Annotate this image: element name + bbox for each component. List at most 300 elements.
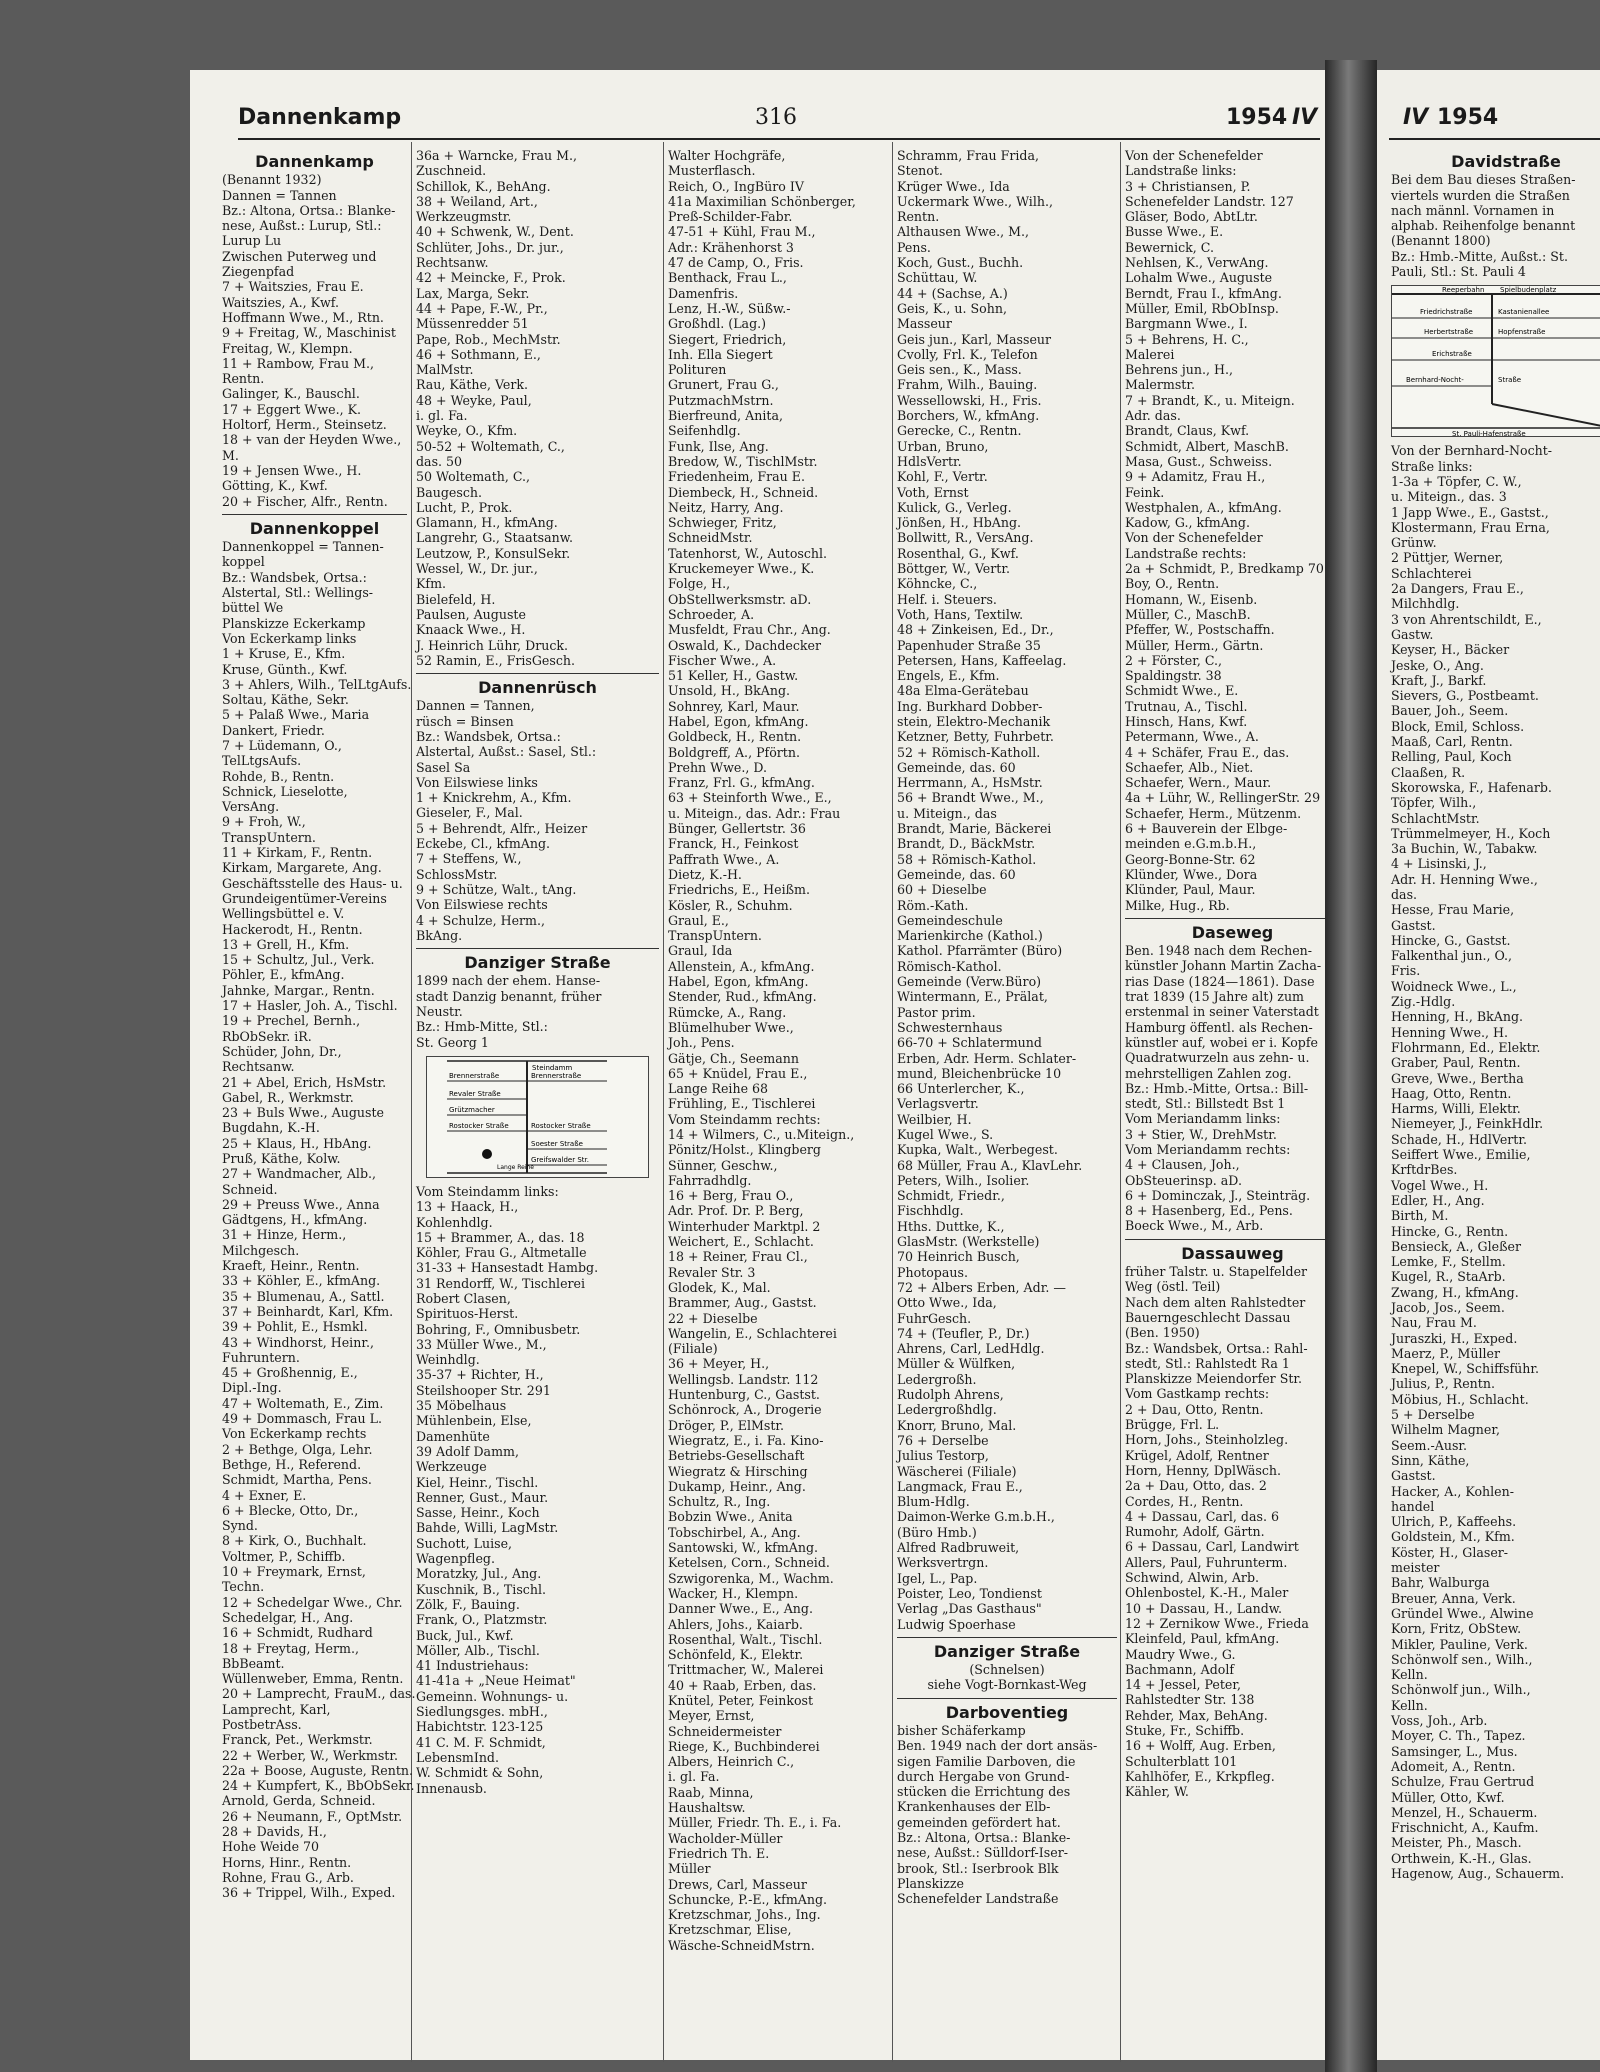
entry-line: Lenz, H.-W., Süßw.-	[668, 300, 791, 316]
entry-line: Ahlers, Johs., Kaiarb.	[668, 1616, 803, 1632]
entry-line: Werkzeugmstr.	[416, 209, 512, 225]
entry-line: Jacob, Jos., Seem.	[1391, 1300, 1505, 1315]
entry-line: Seiffert Wwe., Emilie,	[1391, 1147, 1531, 1163]
entry-line: 23 + Buls Wwe., Auguste	[222, 1105, 384, 1121]
entry-line: Allers, Paul, Fuhrunterm.	[1125, 1554, 1288, 1570]
entry-line: Planskizze Meiendorfer Str.	[1125, 1371, 1303, 1387]
entry-line: 2a + Schmidt, P., Bredkamp 70	[1125, 561, 1324, 577]
entry-line: Funk, Ilse, Ang.	[668, 438, 769, 454]
entry-line: Borchers, W., kfmAng.	[897, 408, 1040, 424]
entry-line: 6 + Bauverein der Elbge-	[1125, 821, 1288, 837]
entry-line: Alstertal, Außst.: Sasel, Stl.:	[416, 744, 597, 760]
entry-line: Gabel, R., Werkmstr.	[222, 1089, 354, 1105]
entry-line: 20 + Lamprecht, FrauM., das.	[222, 1686, 416, 1702]
entry-line: Gätje, Ch., Seemann	[668, 1050, 799, 1066]
entry-line: TranspUntern.	[668, 928, 762, 944]
entry-line: 5 + Palaß Wwe., Maria	[222, 707, 370, 723]
entry-line: Bredow, W., TischlMstr.	[668, 453, 818, 469]
entry-line: Hinsch, Hans, Kwf.	[1125, 713, 1248, 729]
entry-line: Horns, Hinr., Rentn.	[222, 1854, 352, 1870]
entry-line: Weg (östl. Teil)	[1125, 1279, 1221, 1295]
entry-line: 4 + Dassau, Carl, das. 6	[1125, 1508, 1279, 1524]
entry-line: Suchott, Luise,	[416, 1535, 513, 1551]
entry-line: brook, Stl.: Iserbrook Blk	[897, 1860, 1059, 1876]
entry-line: Henning, H., BkAng.	[1391, 1009, 1524, 1025]
entry-line: Habel, Egon, kfmAng.	[668, 713, 809, 729]
entry-line: Voss, Joh., Arb.	[1391, 1713, 1488, 1729]
entry-line: Diembeck, H., Schneid.	[668, 484, 819, 500]
entry-line: Kugel, R., StaArb.	[1391, 1269, 1506, 1285]
entry-line: Mikler, Pauline, Verk.	[1391, 1636, 1528, 1652]
entry-line: Schönwolf sen., Wilh.,	[1391, 1651, 1533, 1667]
entry-line: Müller	[668, 1861, 711, 1877]
entry-line: Ketzner, Betty, Fuhrbetr.	[897, 729, 1054, 745]
entry-line: 19 + Prechel, Bernh.,	[222, 1013, 361, 1029]
entry-line: 1 + Knickrehm, A., Kfm.	[416, 790, 572, 806]
sketch-label: St. Pauli-Hafenstraße	[1452, 430, 1526, 437]
entry-line: Leutzow, P., KonsulSekr.	[416, 545, 571, 561]
entry-line: Rahlstedter Str. 138	[1125, 1692, 1255, 1708]
entry-line: 26 + Neumann, F., OptMstr.	[222, 1808, 403, 1824]
entry-line: (Filiale)	[668, 1341, 718, 1357]
entry-line: Adr.: Krähenhorst 3	[668, 239, 794, 255]
entry-line: Werkzeuge	[416, 1459, 487, 1475]
entry-line: Hackerodt, H., Rentn.	[222, 921, 363, 937]
entry-line: Dannen = Tannen	[222, 187, 337, 203]
entry-line: BbBeamt.	[222, 1655, 285, 1671]
entry-line: künstler Johann Martin Zacha-	[1125, 958, 1322, 974]
entry-line: Planskizze	[897, 1875, 964, 1891]
running-head-year: 1954	[1437, 105, 1499, 130]
entry-line: (Schnelsen)	[969, 1662, 1045, 1678]
entry-line: 7 + Waitszies, Frau E.	[222, 279, 364, 295]
entry-line: Adr. H. Henning Wwe.,	[1391, 871, 1538, 887]
entry-line: Preß-Schilder-Fabr.	[668, 209, 793, 225]
entry-line: 12 + Schedelgar Wwe., Chr.	[222, 1594, 403, 1610]
entry-line: Vom Meriandamm rechts:	[1125, 1142, 1291, 1157]
entry-line: Urban, Bruno,	[897, 438, 989, 454]
entry-line: Bz.: Altona, Ortsa.: Blanke-	[222, 202, 396, 218]
entry-line: MalMstr.	[416, 362, 474, 378]
entry-line: Krügel, Adolf, Rentner	[1125, 1447, 1269, 1463]
entry-line: Knepel, W., Schiffsführ.	[1391, 1361, 1540, 1377]
entry-line: Pönitz/Holst., Klingberg	[668, 1142, 821, 1158]
entry-line: meinden e.G.m.b.H.,	[1125, 836, 1257, 852]
entry-line: Wiegratz, E., i. Fa. Kino-	[668, 1432, 824, 1448]
entry-line: Goldbeck, H., Rentn.	[668, 729, 802, 745]
entry-line: Brandt, D., BäckMstr.	[897, 836, 1036, 852]
entry-line: Schwind, Alwin, Arb.	[1125, 1570, 1260, 1586]
entry-line: Block, Emil, Schloss.	[1391, 718, 1525, 734]
entry-line: (Benannt 1800)	[1391, 233, 1491, 249]
street-title: Dannenrüsch	[478, 678, 597, 698]
entry-line: Drews, Carl, Masseur	[668, 1876, 807, 1892]
entry-line: Schneidermeister	[668, 1723, 782, 1739]
entry-line: 33 Müller Wwe., M.,	[416, 1336, 547, 1352]
entry-line: 44 + Pape, F.-W., Pr.,	[416, 300, 548, 316]
entry-line: Bauerngeschlecht Dassau	[1125, 1309, 1291, 1325]
street-title: Dannenkoppel	[249, 518, 380, 538]
entry-line: 52 + Römisch-Katholl.	[897, 744, 1041, 760]
entry-line: Maudry Wwe., G.	[1125, 1646, 1236, 1662]
entry-line: Kugel Wwe., S.	[897, 1127, 994, 1142]
section-divider	[416, 673, 659, 674]
entry-line: Ahrens, Carl, LedHdlg.	[897, 1341, 1045, 1357]
entry-line: Frühling, E., Tischlerei	[668, 1096, 816, 1112]
running-head-volume: IV	[1292, 105, 1318, 130]
entry-line: 74 + (Teufler, P., Dr.)	[897, 1325, 1030, 1341]
entry-line: Töpfer, Wilh.,	[1391, 795, 1477, 811]
entry-line: Zig.-Hdlg.	[1391, 994, 1456, 1010]
entry-line: Meyer, Ernst,	[668, 1708, 755, 1724]
entry-line: Von Eckerkamp links	[222, 630, 357, 646]
entry-line: 33 + Köhler, E., kfmAng.	[222, 1273, 381, 1289]
entry-line: Nau, Frau M.	[1391, 1315, 1477, 1331]
entry-line: Hagenow, Aug., Schauerm.	[1391, 1865, 1565, 1881]
entry-line: Mühlenbein, Else,	[416, 1413, 532, 1429]
column-1	[222, 148, 416, 1901]
entry-line: Poister, Leo, Tondienst	[897, 1585, 1042, 1601]
entry-line: 27 + Wandmacher, Alb.,	[222, 1166, 377, 1182]
entry-line: Graul, E.,	[668, 912, 729, 928]
entry-line: Hincke, G., Gastst.	[1391, 932, 1511, 948]
entry-line: 31 + Hinze, Herm.,	[222, 1227, 347, 1243]
entry-line: Daimon-Werke G.m.b.H.,	[897, 1509, 1055, 1525]
header-rule	[1389, 138, 1600, 140]
entry-line: BkAng.	[416, 927, 463, 943]
entry-line: 65 + Knüdel, Frau E.,	[668, 1065, 808, 1081]
entry-line: 3 + Ahlers, Wilh., TelLtgAufs.	[222, 676, 412, 692]
entry-line: Ledergroßh.	[897, 1371, 977, 1387]
entry-list	[668, 148, 890, 1953]
entry-line: Frischnicht, A., Kaufm.	[1391, 1820, 1539, 1836]
entry-line: trat 1839 (15 Jahre alt) zum	[1125, 989, 1304, 1005]
entry-line: nese, Außst.: Lurup, Stl.:	[222, 218, 382, 234]
entry-line: Landstraße links:	[1125, 163, 1237, 179]
entry-line: Papenhuder Straße 35	[897, 637, 1041, 653]
entry-line: Schultz, R., Ing.	[668, 1494, 771, 1510]
entry-line: Pauli, Stl.: St. Pauli 4	[1391, 264, 1526, 280]
entry-line: Keyser, H., Bäcker	[1391, 642, 1510, 658]
entry-line: Arnold, Gerda, Schneid.	[222, 1793, 376, 1809]
entry-line: Zwischen Puterweg und	[222, 248, 377, 264]
entry-line: 11 + Rambow, Frau M.,	[222, 355, 375, 371]
entry-line: Knaack Wwe., H.	[416, 622, 526, 638]
entry-line: 43 + Windhorst, Heinr.,	[222, 1334, 374, 1350]
entry-line: Ulrich, P., Kaffeehs.	[1391, 1514, 1517, 1530]
entry-line: Röm.-Kath.	[897, 897, 969, 913]
entry-line: Kretzschmar, Elise,	[668, 1922, 792, 1938]
entry-line: Petersen, Hans, Kaffeelag.	[897, 652, 1067, 668]
entry-line: Tobschirbel, A., Ang.	[668, 1524, 801, 1540]
entry-line: Adr. Prof. Dr. P. Berg,	[668, 1203, 804, 1219]
entry-line: Wagenpfleg.	[416, 1551, 495, 1567]
entry-line: Müller, Herm., Gärtn.	[1125, 637, 1264, 653]
entry-line: 66-70 + Schlatermund	[897, 1035, 1042, 1051]
entry-line: Wacker, H., Klempn.	[668, 1585, 799, 1601]
sketch-label: Hopfenstraße	[1498, 328, 1546, 337]
entry-line: früher Talstr. u. Stapelfelder	[1125, 1264, 1308, 1280]
entry-line: LebensmInd.	[416, 1749, 499, 1765]
entry-line: künstler auf, wobei er i. Kopfe	[1125, 1034, 1318, 1050]
entry-line: gemeinden gefördert hat.	[897, 1814, 1061, 1830]
entry-line: nach männl. Vornamen in	[1391, 202, 1555, 218]
entry-line: Musfeldt, Frau Chr., Ang.	[668, 622, 831, 638]
street-title: Darboventieg	[945, 1702, 1069, 1722]
entry-line: 51 Keller, H., Gastw.	[668, 668, 799, 684]
entry-line: Waitszies, A., Kwf.	[222, 294, 340, 310]
entry-line: Klostermann, Frau Erna,	[1391, 519, 1550, 535]
entry-line: Maerz, P., Müller	[1391, 1345, 1500, 1361]
entry-line: Pöhler, E., kfmAng.	[222, 967, 345, 983]
entry-line: Bei dem Bau dieses Straßen-	[1391, 172, 1576, 188]
entry-line: Müller, C., MaschB.	[1125, 606, 1251, 622]
entry-line: 41 Industriehaus:	[416, 1658, 529, 1674]
entry-line: 21 + Abel, Erich, HsMstr.	[222, 1074, 387, 1090]
entry-list	[416, 1184, 659, 1796]
entry-line: 63 + Steinforth Wwe., E.,	[668, 790, 832, 806]
entry-line: Kraft, J., Barkf.	[1391, 672, 1487, 688]
entry-line: Orthwein, K.-H., Glas.	[1391, 1850, 1532, 1866]
entry-line: 24 + Kumpfert, K., BbObSekr.	[222, 1778, 415, 1794]
entry-line: Harms, Willi, Elektr.	[1391, 1101, 1521, 1117]
entry-line: SchlachtMstr.	[1391, 810, 1480, 826]
entry-line: Klünder, Paul, Maur.	[1125, 882, 1256, 898]
entry-line: Krüger Wwe., Ida	[897, 178, 1010, 194]
entry-line: stedt, Stl.: Rahlstedt Ra 1	[1125, 1355, 1290, 1371]
entry-line: Betriebs-Gesellschaft	[668, 1448, 805, 1464]
entry-line: Straße links:	[1391, 458, 1473, 474]
entry-line: Ben. 1948 nach dem Rechen-	[1125, 943, 1313, 959]
entry-line: Friedrich Th. E.	[668, 1845, 770, 1861]
entry-line: Marienkirche (Kathol.)	[897, 928, 1043, 944]
entry-line: Sievers, G., Postbeamt.	[1391, 688, 1539, 704]
entry-line: Vom Steindamm rechts:	[668, 1111, 821, 1127]
entry-line: Riege, K., Buchbinderei	[668, 1738, 820, 1754]
entry-line: 2 + Bethge, Olga, Lehr.	[222, 1441, 373, 1457]
entry-line: Müller, Friedr. Th. E., i. Fa.	[668, 1815, 842, 1831]
column-3	[668, 148, 890, 1953]
entry-line: Wäsche-SchneidMstrn.	[668, 1937, 815, 1953]
entry-line: Kösler, R., Schuhm.	[668, 897, 793, 913]
entry-line: Meister, Ph., Masch.	[1391, 1835, 1522, 1851]
entry-line: rüsch = Binsen	[416, 713, 514, 729]
entry-line: Schaefer, Herm., Mützenm.	[1125, 805, 1302, 821]
entry-line: Tatenhorst, W., Autoschl.	[668, 545, 828, 561]
entry-line: Kelln.	[1391, 1697, 1428, 1713]
entry-line: Gastw.	[1391, 626, 1434, 642]
entry-line: 39 Adolf Damm,	[416, 1443, 519, 1459]
entry-line: Friedenheim, Frau E.	[668, 469, 805, 485]
entry-line: Masa, Gust., Schweiss.	[1125, 453, 1273, 469]
entry-line: Habel, Egon, kfmAng.	[668, 974, 809, 990]
entry-line: Schulze, Frau Gertrud	[1391, 1774, 1535, 1790]
entry-line: 36 + Trippel, Wilh., Exped.	[222, 1885, 396, 1901]
entry-line: 18 + Freytag, Herm.,	[222, 1640, 359, 1656]
entry-line: 31-33 + Hansestadt Hambg.	[416, 1260, 599, 1276]
entry-line: Pens.	[897, 239, 931, 255]
entry-line: 41a Maximilian Schönberger,	[668, 193, 856, 209]
entry-line: Ketelsen, Corn., Schneid.	[668, 1555, 830, 1571]
entry-line: 44 + (Sachse, A.)	[897, 285, 1008, 301]
entry-line: Knütel, Peter, Feinkost	[668, 1692, 814, 1708]
entry-line: Köhncke, C.,	[897, 576, 978, 592]
entry-line: 47 de Camp, O., Fris.	[668, 255, 804, 271]
entry-line: 41-41a + „Neue Heimat"	[416, 1673, 576, 1689]
entry-line: Bugdahn, K.-H.	[222, 1120, 320, 1136]
entry-line: Kulick, G., Verleg.	[897, 499, 1012, 515]
entry-line: 15 + Schultz, Jul., Verk.	[222, 952, 375, 968]
entry-line: Wilhelm Magner,	[1391, 1422, 1500, 1438]
entry-line: 37 + Beinhardt, Karl, Kfm.	[222, 1303, 394, 1319]
entry-list	[897, 148, 1117, 1632]
entry-line: Köhler, Frau G., Altmetalle	[416, 1245, 587, 1261]
entry-line: Jahnke, Margar., Rentn.	[222, 982, 375, 998]
entry-line: Winterhuder Marktpl. 2	[668, 1218, 821, 1234]
entry-line: Zuschneid.	[416, 163, 487, 179]
sketch-label: Friedrichstraße	[1420, 308, 1473, 317]
entry-line: Szwigorenka, M., Wachm.	[668, 1570, 834, 1586]
entry-list	[897, 1662, 1117, 1693]
entry-line: Techn.	[222, 1579, 265, 1595]
entry-line: Flohrmann, Ed., Elektr.	[1391, 1039, 1541, 1055]
entry-line: Raab, Minna,	[668, 1784, 754, 1800]
entry-line: Zölk, F., Bauing.	[416, 1596, 520, 1612]
entry-line: Glamann, H., kfmAng.	[416, 515, 558, 531]
entry-line: Alfred Radbruweit,	[897, 1540, 1020, 1556]
entry-line: Trutnau, A., Tischl.	[1125, 698, 1248, 714]
entry-line: Petermann, Wwe., A.	[1125, 729, 1259, 745]
entry-line: 25 + Klaus, H., HbAng.	[222, 1135, 372, 1151]
entry-line: 56 + Brandt Wwe., M.,	[897, 790, 1044, 806]
entry-line: Buck, Jul., Kwf.	[416, 1627, 514, 1643]
entry-line: 7 + Lüdemann, O.,	[222, 737, 342, 753]
entry-line: 4 + Clausen, Joh.,	[1125, 1157, 1240, 1173]
entry-line: 10 + Dassau, H., Landw.	[1125, 1600, 1283, 1616]
entry-line: Bobzin Wwe., Anita	[668, 1509, 793, 1525]
entry-line: durch Hergabe von Grund-	[897, 1768, 1070, 1784]
entry-line: 6 + Blecke, Otto, Dr.,	[222, 1502, 359, 1518]
entry-line: Ledergroßhdlg.	[897, 1402, 997, 1418]
entry-line: HdlsVertr.	[897, 453, 962, 469]
entry-line: Rohde, B., Rentn.	[222, 768, 335, 784]
entry-line: Jönßen, H., HbAng.	[897, 515, 1022, 531]
entry-line: mund, Bleichenbrücke 10	[897, 1065, 1062, 1081]
entry-line: 17 + Hasler, Joh. A., Tischl.	[222, 998, 398, 1014]
entry-line: Kähler, W.	[1125, 1784, 1189, 1800]
entry-line: i. gl. Fa.	[416, 408, 468, 424]
entry-line: Robert Clasen,	[416, 1291, 511, 1306]
entry-line: Birth, M.	[1391, 1208, 1449, 1224]
entry-line: Engels, E., Kfm.	[897, 668, 1000, 684]
entry-line: Dietz, K.-H.	[668, 866, 742, 882]
entry-line: Kohlenhdlg.	[416, 1214, 493, 1230]
entry-line: Götting, K., Kwf.	[222, 478, 328, 494]
entry-line: Masseur	[897, 316, 952, 332]
entry-line: siehe Vogt-Bornkast-Weg	[927, 1677, 1087, 1693]
entry-line: Haushaltsw.	[668, 1800, 746, 1816]
entry-line: Allenstein, A., kfmAng.	[668, 958, 815, 974]
entry-line: Bachmann, Adolf	[1125, 1661, 1235, 1677]
entry-line: Krankenhauses der Elb-	[897, 1799, 1051, 1815]
entry-line: 13 + Grell, H., Kfm.	[222, 936, 350, 952]
entry-line: RbObSekr. iR.	[222, 1028, 312, 1044]
entry-line: SchneidMstr.	[668, 530, 753, 546]
entry-line: Landstraße rechts:	[1125, 545, 1247, 561]
entry-line: stücken die Errichtung des	[897, 1784, 1071, 1800]
entry-line: 1899 nach der ehem. Hanse-	[416, 973, 601, 989]
entry-line: Spirituos-Herst.	[416, 1306, 519, 1322]
entry-line: Wellingsb. Landstr. 112	[668, 1371, 819, 1387]
entry-line: erstenmal in seiner Vaterstadt	[1125, 1004, 1319, 1020]
entry-line: Juraszki, H., Exped.	[1391, 1330, 1518, 1346]
entry-line: 35-37 + Richter, H.,	[416, 1367, 544, 1383]
entry-line: PutzmachMstrn.	[668, 392, 774, 408]
entry-line: Voth, Hans, Textilw.	[897, 606, 1024, 622]
entry-line: Von Eilswiese rechts	[416, 897, 548, 913]
entry-line: mehrstelligen Zahlen zog.	[1125, 1065, 1292, 1081]
entry-line: Schmidt, Friedr.,	[897, 1188, 1005, 1204]
entry-line: 9 + Schütze, Walt., tAng.	[416, 881, 577, 897]
entry-line: Inh. Ella Siegert	[668, 346, 773, 362]
entry-line: Huntenburg, C., Gastst.	[668, 1387, 820, 1403]
entry-line: (Büro Hmb.)	[897, 1524, 977, 1540]
entry-line: Schmidt, Martha, Pens.	[222, 1472, 372, 1488]
entry-line: Brandt, Marie, Bäckerei	[897, 821, 1052, 837]
entry-line: GlasMstr. (Werkstelle)	[897, 1234, 1040, 1250]
entry-line: bisher Schäferkamp	[897, 1722, 1026, 1738]
entry-line: Rau, Käthe, Verk.	[416, 377, 528, 393]
entry-line: Von Eckerkamp rechts	[222, 1426, 367, 1442]
entry-line: Schlachterei	[1391, 565, 1472, 581]
column-6	[1391, 148, 1600, 1881]
entry-line: Sasse, Heinr., Koch	[416, 1505, 540, 1521]
entry-line: 52 Ramin, E., FrisGesch.	[416, 652, 575, 668]
entry-line: Wintermann, E., Prälat,	[897, 989, 1048, 1005]
entry-line: das. 50	[416, 453, 463, 469]
entry-line: Dukamp, Heinr., Ang.	[668, 1478, 806, 1494]
entry-line: Von der Schenefelder	[1125, 530, 1263, 546]
entry-list	[1125, 1264, 1340, 1799]
entry-line: Gädtgens, H., kfmAng.	[222, 1212, 368, 1228]
entry-line: Dannenkoppel = Tannen-	[222, 539, 384, 555]
sketch-label: Soester Straße	[531, 1139, 583, 1148]
entry-line: Bz.: Wandsbek, Ortsa.:	[416, 728, 561, 744]
sketch-label: Reeperbahn	[1442, 286, 1485, 295]
entry-line: Cordes, H., Rentn.	[1125, 1493, 1244, 1509]
street-title: Dannenkamp	[255, 152, 374, 171]
entry-line: 35 + Blumenau, A., Sattl.	[222, 1288, 385, 1304]
entry-line: 36a + Warncke, Frau M.,	[416, 148, 578, 163]
entry-line: Holtorf, Herm., Steinsetz.	[222, 417, 387, 433]
header-rule	[238, 138, 1320, 140]
entry-line: Rechtsanw.	[416, 255, 489, 271]
entry-list	[416, 973, 659, 1049]
entry-line: Reich, O., IngBüro IV	[668, 178, 804, 194]
entry-line: Rentn.	[222, 371, 265, 387]
entry-line: Rentn.	[897, 209, 940, 225]
entry-line: Gemeinde, das. 60	[897, 759, 1016, 775]
entry-line: Verlag „Das Gasthaus"	[897, 1601, 1042, 1617]
entry-line: Schulterblatt 101	[1125, 1753, 1238, 1769]
entry-line: Spaldingstr. 38	[1125, 668, 1222, 684]
entry-line: Henning Wwe., H.	[1391, 1024, 1509, 1040]
entry-line: 50 Woltemath, C.,	[416, 469, 531, 485]
entry-list	[416, 148, 659, 668]
entry-line: 39 + Pohlit, E., Hsmkl.	[222, 1319, 368, 1335]
column-divider	[1120, 142, 1121, 2062]
entry-line: Rosenthal, Walt., Tischl.	[668, 1631, 823, 1647]
